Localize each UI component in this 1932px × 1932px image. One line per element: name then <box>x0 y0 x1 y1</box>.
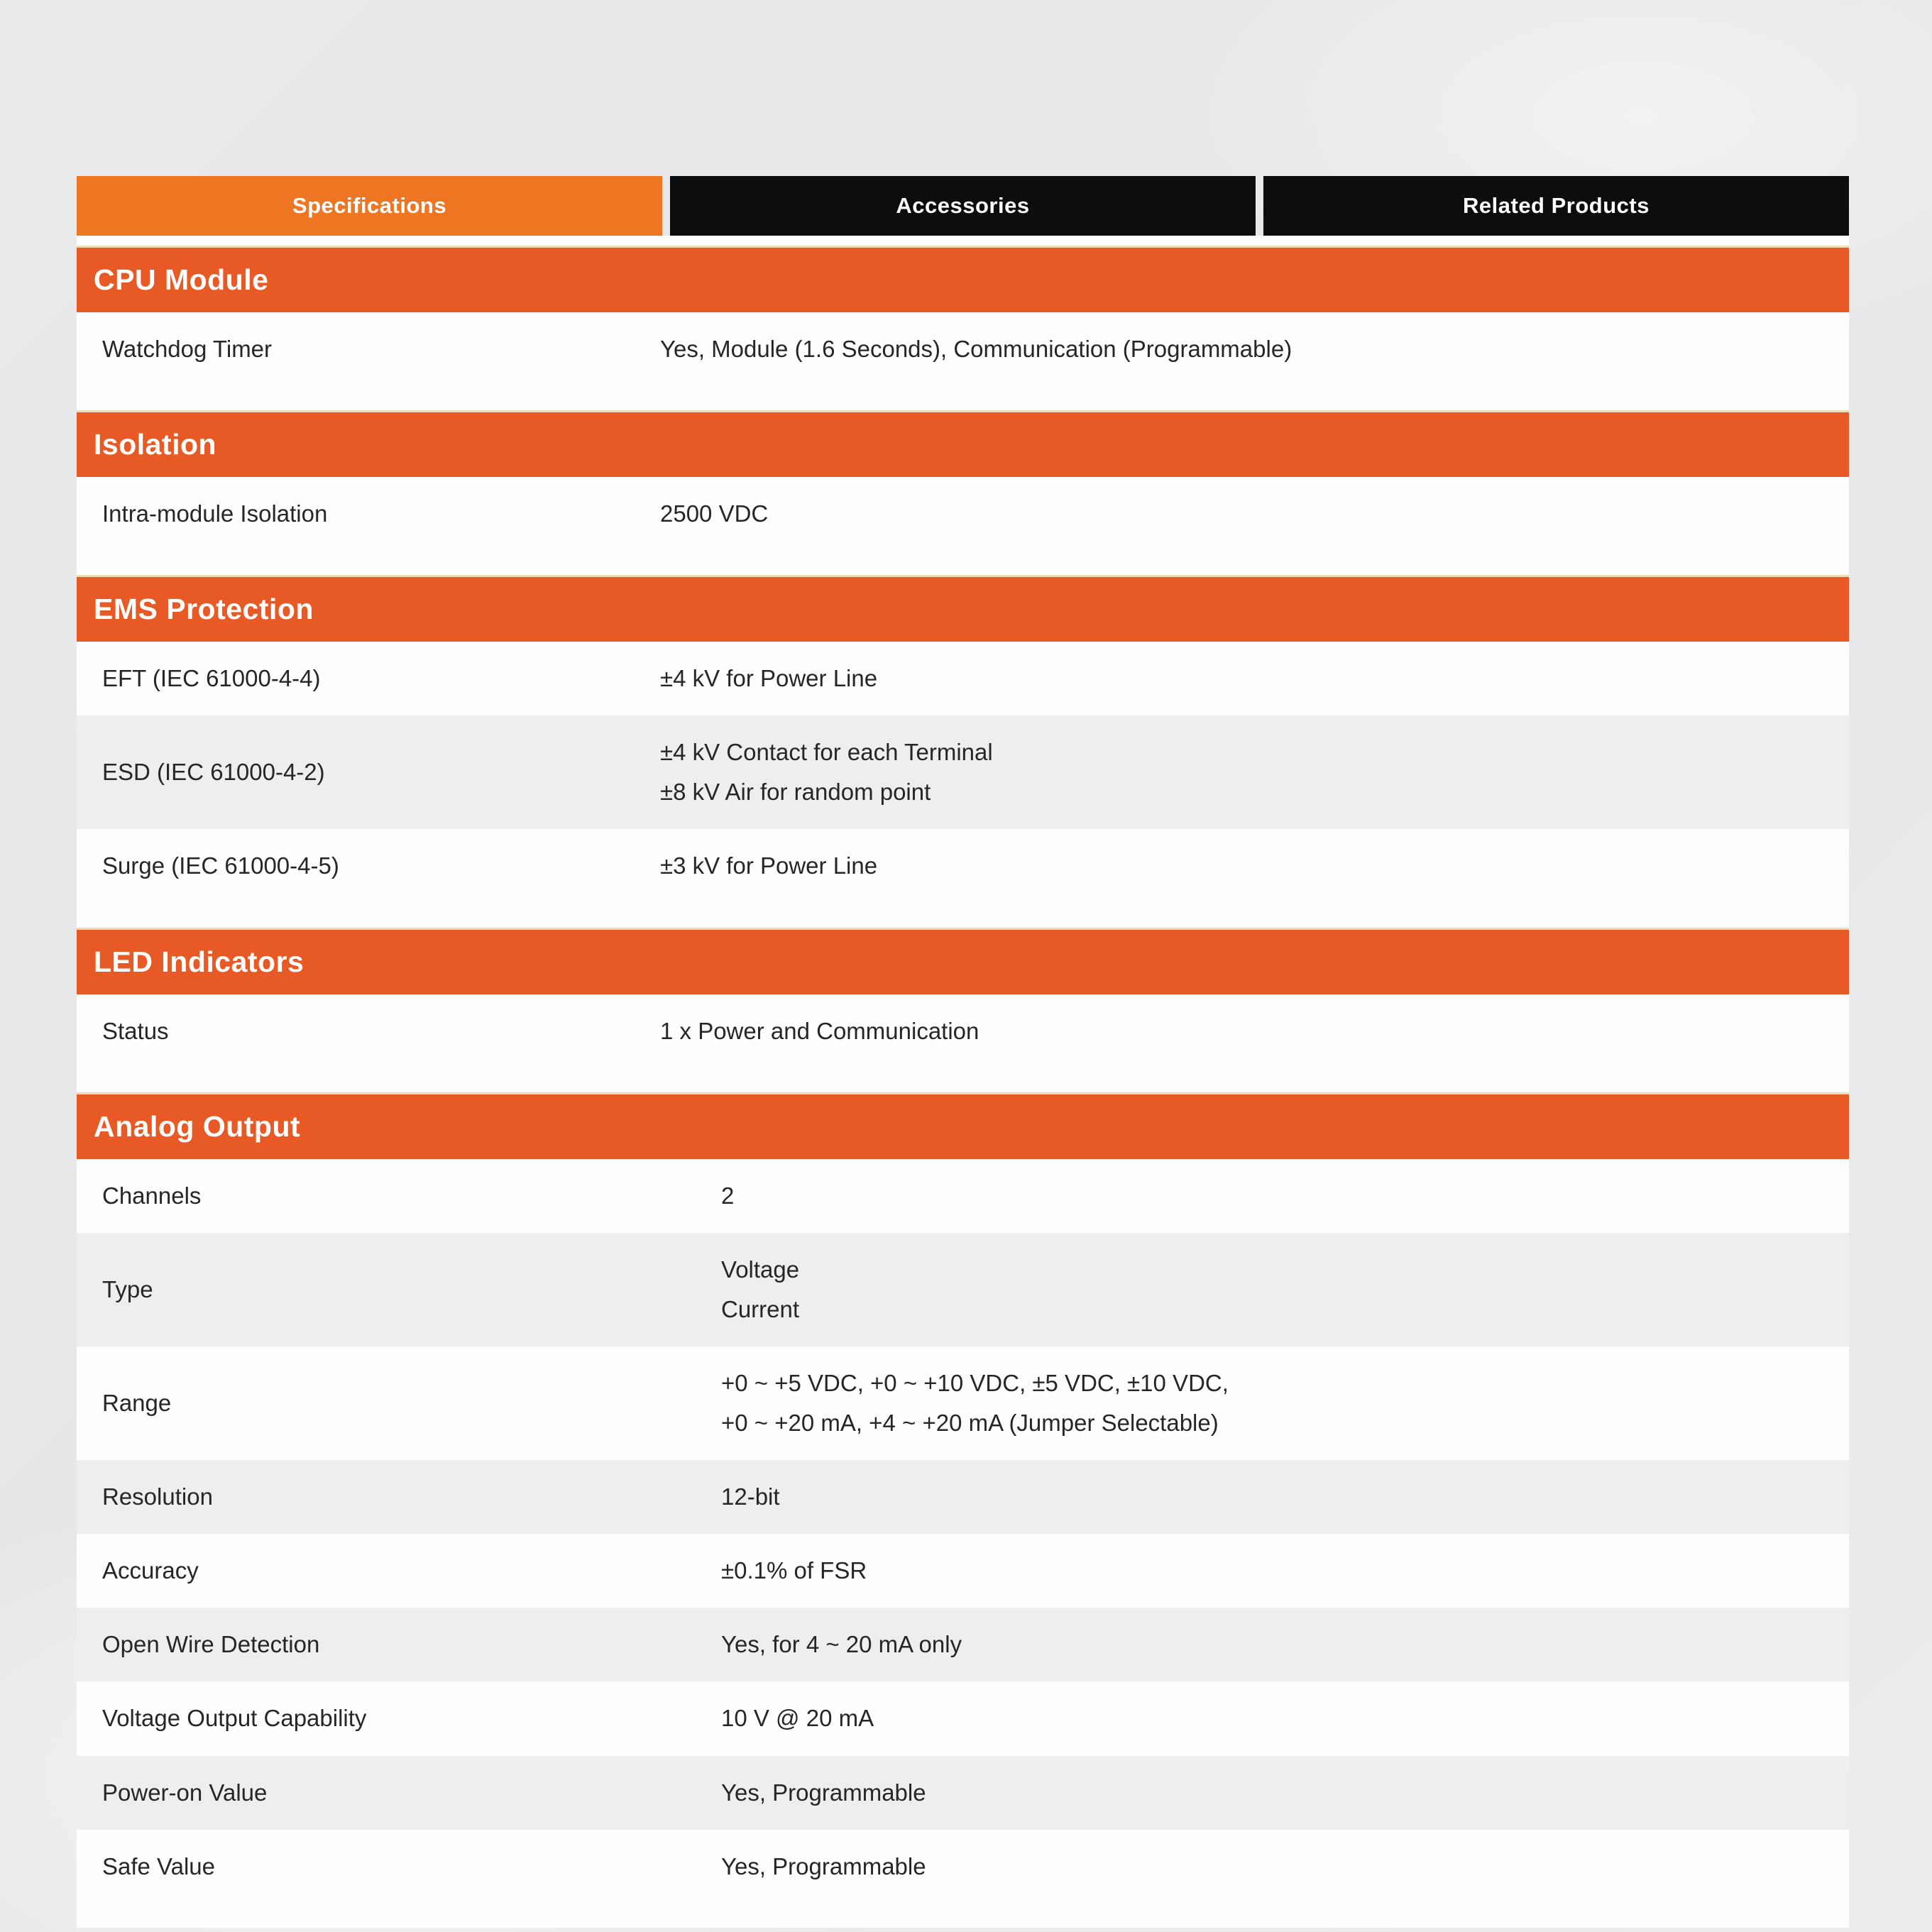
table-row <box>77 1830 1849 1904</box>
spec-value <box>721 1176 1849 1216</box>
spec-value-line: Current <box>721 1295 800 1322</box>
section-title-led-indicators: LED Indicators <box>77 928 1849 994</box>
section-body-led-indicators <box>77 994 1849 1092</box>
spec-value-line: Yes, Programmable <box>721 1853 926 1879</box>
section-analog-output <box>77 1092 1849 1928</box>
table-row <box>77 715 1849 829</box>
tab-bar <box>77 176 1849 236</box>
spec-label: Watchdog Timer <box>102 336 273 362</box>
spec-value-line: 12-bit <box>721 1483 780 1510</box>
spec-value-line: Yes, Programmable <box>721 1779 926 1806</box>
spec-label: Surge (IEC 61000-4-5) <box>102 852 339 879</box>
spec-value-line: ±0.1% of FSR <box>721 1557 867 1584</box>
section-ems-protection <box>77 575 1849 927</box>
spec-value-line: Yes, for 4 ~ 20 mA only <box>721 1631 962 1658</box>
section-title-analog-output: Analog Output <box>77 1092 1849 1159</box>
spec-value <box>721 1551 1849 1591</box>
section-isolation <box>77 410 1849 575</box>
spec-value <box>721 1698 1849 1738</box>
spec-value-line: ±4 kV for Power Line <box>660 665 878 692</box>
table-row <box>77 1346 1849 1460</box>
table-row <box>77 829 1849 903</box>
spec-label: Accuracy <box>102 1557 199 1584</box>
spec-value <box>721 1625 1849 1664</box>
spec-label: Range <box>102 1389 172 1416</box>
spec-value <box>660 732 1849 812</box>
section-title-ems-protection: EMS Protection <box>77 575 1849 642</box>
spec-content <box>77 176 1849 1928</box>
spec-value <box>721 1477 1849 1517</box>
spec-value-line: +0 ~ +5 VDC, +0 ~ +10 VDC, ±5 VDC, ±10 VDC, <box>721 1369 1229 1396</box>
spec-label: EFT (IEC 61000-4-4) <box>102 665 321 692</box>
spec-value-line: 1 x Power and Communication <box>660 1017 979 1044</box>
spec-value <box>721 1847 1849 1887</box>
spec-value <box>660 846 1849 886</box>
spec-value <box>721 1773 1849 1813</box>
section-cpu-module <box>77 246 1849 410</box>
spec-value-line: +0 ~ +20 mA, +4 ~ +20 mA (Jumper Selectable) <box>721 1410 1219 1437</box>
spec-value <box>660 659 1849 698</box>
spec-value-line: Voltage <box>721 1256 800 1283</box>
spec-label: Intra-module Isolation <box>102 500 328 527</box>
tab-specifications[interactable]: Specifications <box>77 176 662 236</box>
spec-value-line: ±3 kV for Power Line <box>660 852 878 879</box>
spec-label: Resolution <box>102 1483 213 1510</box>
section-body-ems-protection <box>77 642 1849 927</box>
spec-label: Type <box>102 1275 153 1302</box>
spec-value-line: Yes, Module (1.6 Seconds), Communication (Programmable) <box>660 336 1292 362</box>
spec-label: ESD (IEC 61000-4-2) <box>102 759 325 786</box>
table-row <box>77 642 1849 715</box>
table-row <box>77 477 1849 551</box>
spec-value <box>660 494 1849 534</box>
spec-value <box>660 329 1849 369</box>
spec-value-line: 2500 VDC <box>660 500 769 527</box>
specifications-table <box>77 236 1849 1928</box>
section-title-cpu-module: CPU Module <box>77 246 1849 312</box>
spec-value <box>721 1363 1849 1443</box>
table-row <box>77 1534 1849 1608</box>
tab-related-products[interactable]: Related Products <box>1263 176 1849 236</box>
section-body-cpu-module <box>77 312 1849 410</box>
table-row <box>77 1159 1849 1233</box>
spec-value-line: ±4 kV Contact for each Terminal <box>660 739 993 766</box>
tab-accessories[interactable]: Accessories <box>670 176 1256 236</box>
table-row <box>77 1681 1849 1755</box>
spec-value-line: ±8 kV Air for random point <box>660 779 931 806</box>
spec-value-line: 10 V @ 20 mA <box>721 1705 874 1732</box>
table-row <box>77 1608 1849 1681</box>
spec-label: Open Wire Detection <box>102 1631 320 1658</box>
spec-label: Voltage Output Capability <box>102 1705 367 1732</box>
section-led-indicators <box>77 928 1849 1092</box>
spec-label: Safe Value <box>102 1853 216 1879</box>
table-row <box>77 1756 1849 1830</box>
spec-value-line: 2 <box>721 1182 735 1209</box>
table-row <box>77 1460 1849 1534</box>
spec-label: Channels <box>102 1182 202 1209</box>
table-row <box>77 994 1849 1068</box>
section-body-isolation <box>77 477 1849 575</box>
spec-value <box>721 1250 1849 1329</box>
table-row <box>77 1233 1849 1346</box>
spec-label: Status <box>102 1017 169 1044</box>
table-row <box>77 312 1849 386</box>
spec-value <box>660 1011 1849 1051</box>
spec-label: Power-on Value <box>102 1779 268 1806</box>
section-title-isolation: Isolation <box>77 410 1849 477</box>
section-body-analog-output <box>77 1159 1849 1928</box>
